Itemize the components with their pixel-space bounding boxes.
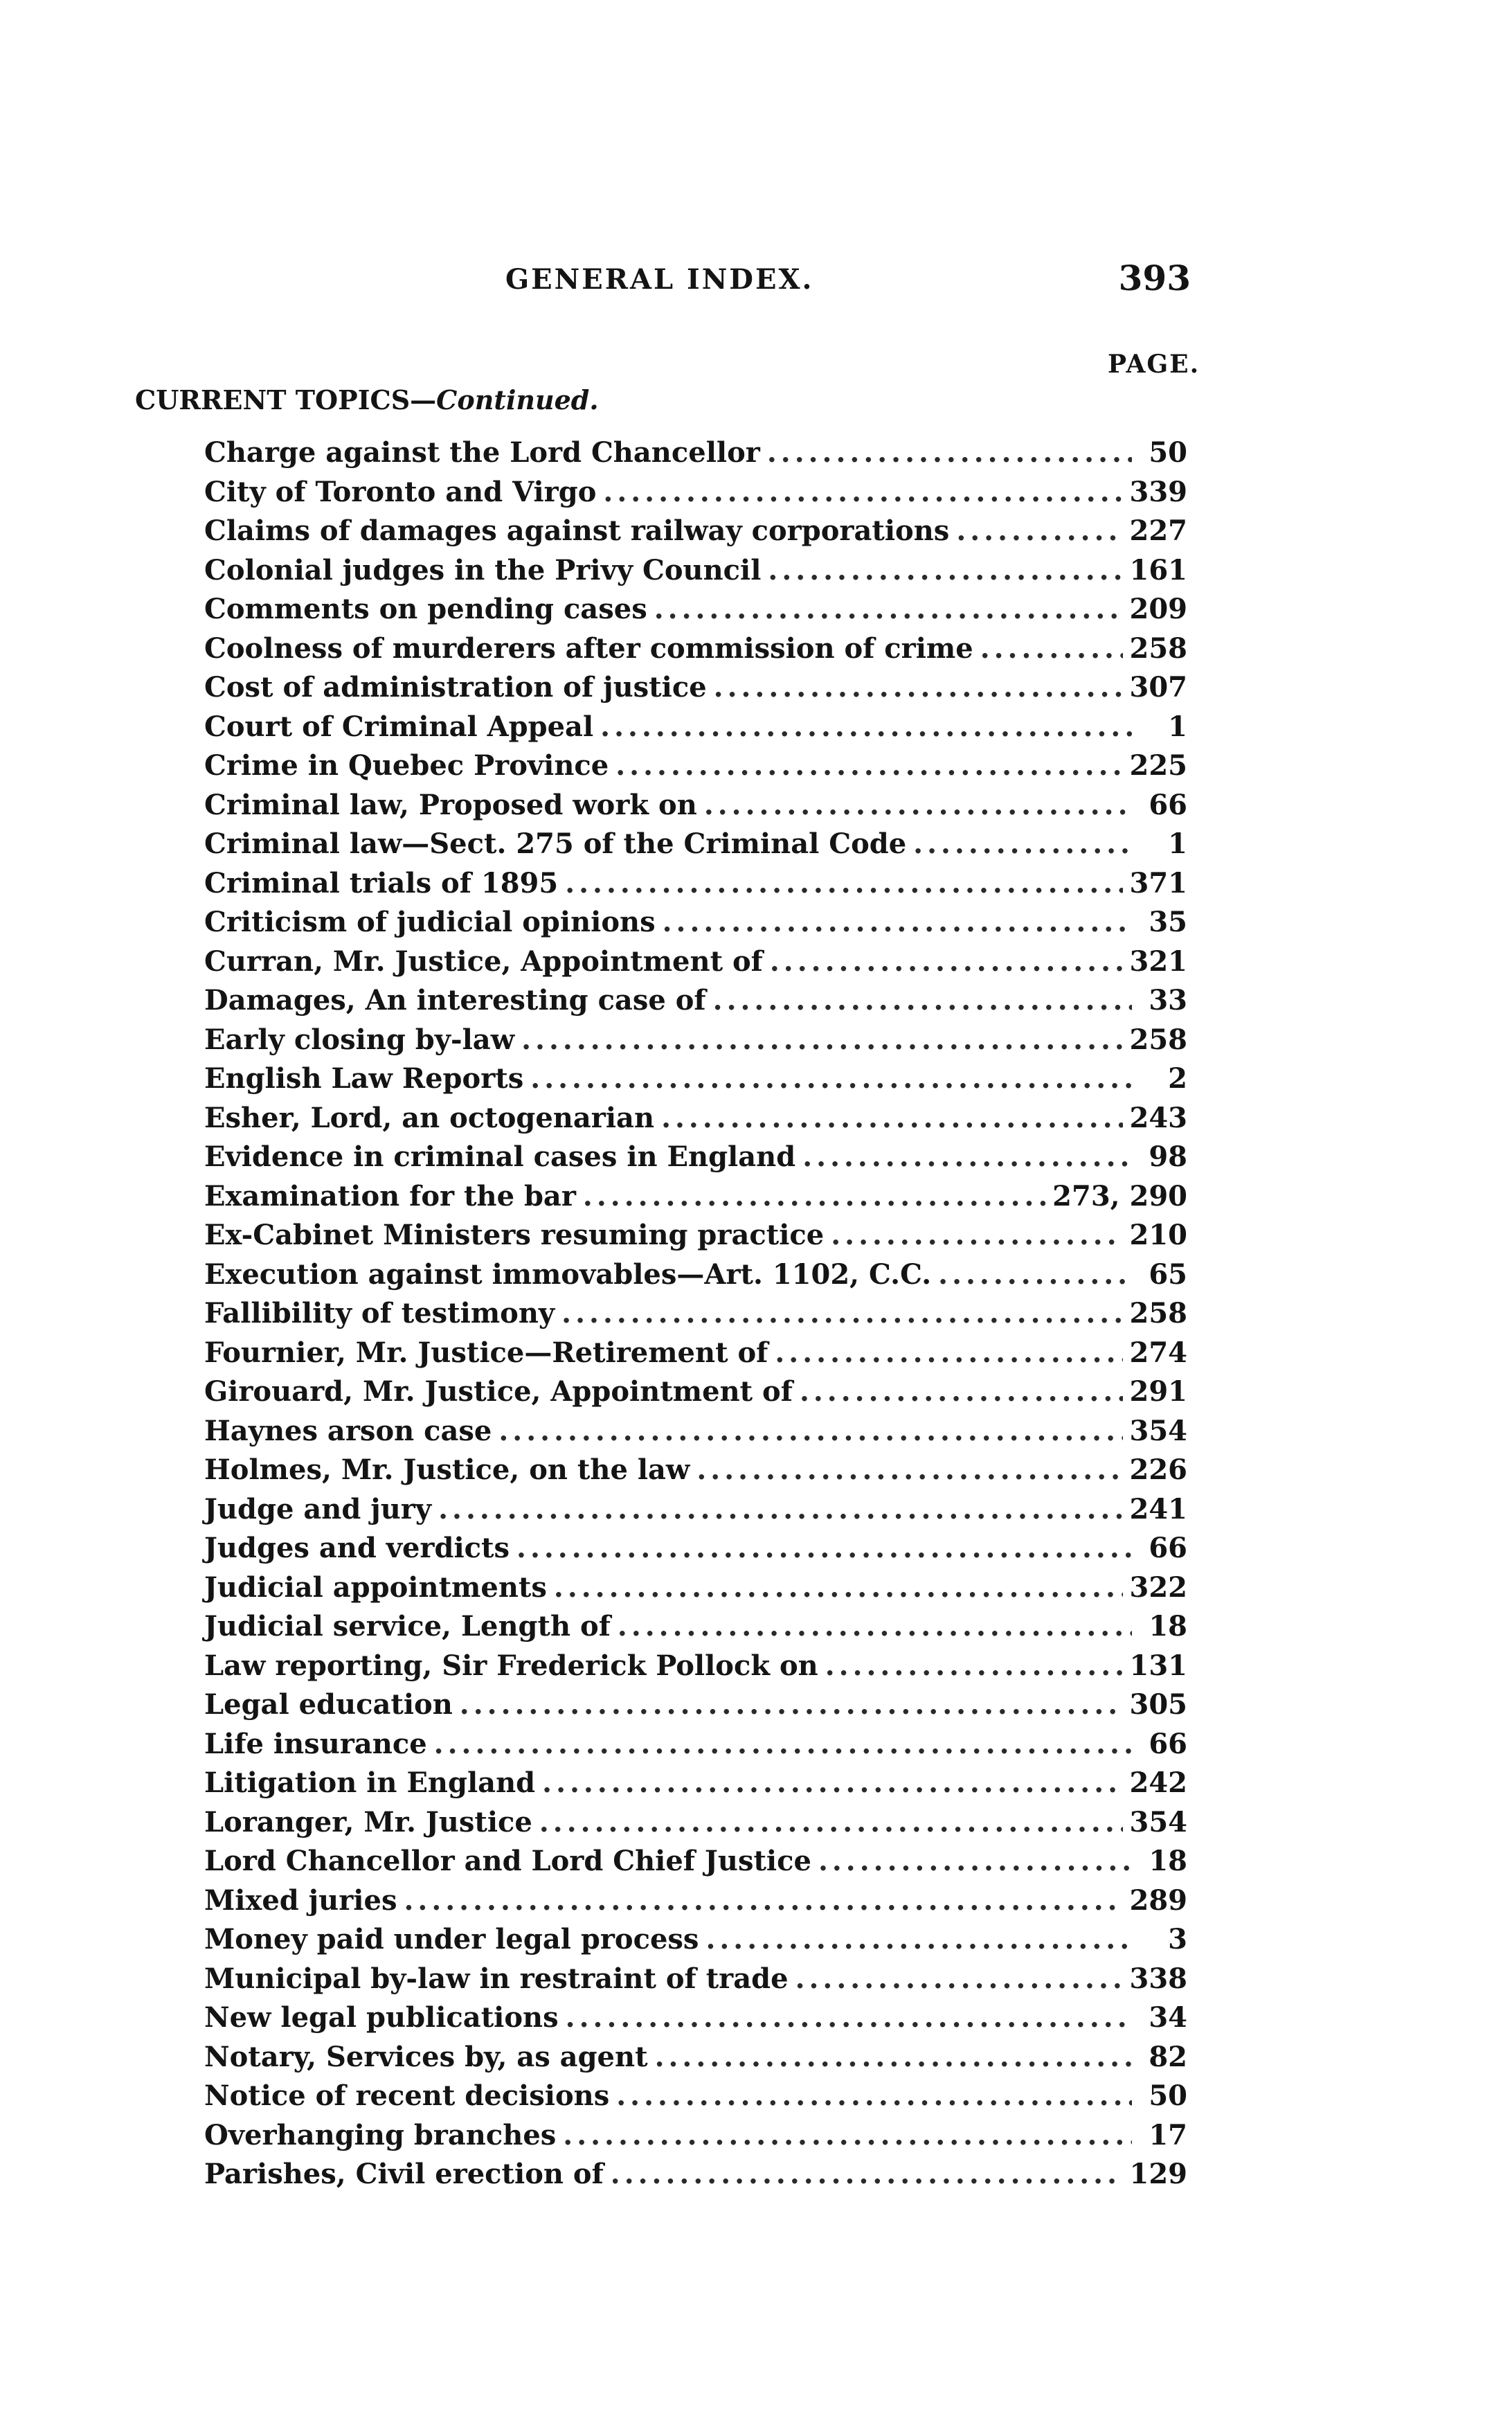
index-entry-title: Law reporting, Sir Frederick Pollock on [204,1649,818,1682]
index-entry [204,867,1187,906]
dot-leader [539,1806,1123,1838]
index-entry-page: 1 [1168,827,1187,860]
section-heading-title: CURRENT TOPICS— [135,384,437,415]
index-entry-title: Comments on pending cases [204,593,647,625]
dot-leader [603,476,1122,508]
index-entry-title: Legal education [204,1688,453,1721]
dot-leader [600,710,1132,743]
dot-leader [618,1610,1132,1643]
index-entry-page: 131 [1129,1649,1187,1682]
index-entry [204,906,1187,945]
index-entry-list [204,436,1187,2197]
running-head [505,258,1191,299]
index-entry [204,1297,1187,1336]
index-entry-page: 289 [1129,1883,1187,1917]
index-entry [204,1180,1187,1219]
index-entry [204,1884,1187,1924]
section-heading [135,384,599,415]
index-entry-title: Mixed juries [204,1883,397,1917]
index-entry-title: Judicial appointments [204,1571,547,1604]
index-entry-title: Parishes, Civil erection of [204,2158,604,2190]
index-entry-page: 34 [1149,2001,1187,2034]
dot-leader [438,1493,1122,1525]
dot-leader [831,1219,1122,1251]
index-entry-page: 3 [1168,1923,1187,1956]
index-entry-title: Judges and verdicts [204,1532,510,1564]
dot-leader [434,1728,1132,1760]
index-entry [204,2041,1187,2080]
index-entry [204,1140,1187,1180]
index-entry-title: Colonial judges in the Privy Council [204,553,762,587]
index-entry-title: Charge against the Lord Chancellor [204,436,760,469]
index-entry-title: Execution against immovables—Art. 1102, C.C. [204,1258,932,1291]
dot-leader [530,1062,1132,1095]
index-entry [204,1845,1187,1884]
index-entry-title: City of Toronto and Virgo [204,475,597,508]
dot-leader [561,1297,1122,1330]
index-entry [204,1610,1187,1649]
index-entry-page: 321 [1129,945,1187,978]
index-entry-page: 371 [1129,866,1187,900]
index-entry-page: 18 [1149,1610,1187,1643]
index-entry-page: 50 [1149,436,1187,469]
index-entry-page: 66 [1149,1532,1187,1564]
index-entry [204,1923,1187,1962]
section-heading-continued: Continued. [436,384,599,415]
dot-leader [770,945,1123,978]
index-entry-page: 243 [1129,1101,1187,1134]
index-entry-title: Life insurance [204,1727,427,1760]
dot-leader [705,1923,1132,1956]
index-entry [204,632,1187,672]
index-entry-title: Criminal law—Sect. 275 of the Criminal Code [204,827,907,860]
index-entry-title: Criticism of judicial opinions [204,906,656,938]
dot-leader [956,514,1122,547]
index-entry-page: 339 [1129,475,1187,508]
dot-leader [615,749,1122,782]
index-entry [204,1962,1187,2002]
index-entry-title: Municipal by-law in restraint of trade [204,1962,789,1995]
index-entry-title: Money paid under legal process [204,1923,699,1956]
index-entry [204,1258,1187,1298]
index-entry [204,1453,1187,1493]
dot-leader [616,2079,1132,2112]
index-entry [204,1766,1187,1806]
index-entry [204,554,1187,593]
index-entry-title: Court of Criminal Appeal [204,710,594,743]
index-entry-page: 307 [1129,671,1187,704]
index-entry [204,710,1187,750]
index-entry [204,984,1187,1023]
dot-leader [565,867,1122,900]
index-entry-title: Curran, Mr. Justice, Appointment of [204,945,763,978]
index-entry-page: 322 [1129,1571,1187,1604]
dot-leader [521,1023,1122,1056]
index-entry-page: 274 [1129,1336,1187,1369]
index-entry-title: Notary, Services by, as agent [204,2040,648,2073]
index-entry-page: 242 [1129,1766,1187,1799]
dot-leader [654,593,1123,625]
index-entry [204,749,1187,789]
index-entry [204,2001,1187,2041]
index-entry [204,1493,1187,1532]
dot-leader [663,906,1132,938]
index-entry [204,1336,1187,1376]
index-entry-title: Fournier, Mr. Justice—Retirement of [204,1336,768,1369]
dot-leader [611,2158,1123,2190]
index-entry [204,671,1187,710]
index-entry-title: Criminal trials of 1895 [204,866,559,900]
index-entry-title: Criminal law, Proposed work on [204,788,697,821]
index-entry-page: 35 [1149,906,1187,938]
index-entry-title: Esher, Lord, an octogenarian [204,1101,655,1134]
index-entry-page: 273, 290 [1052,1179,1187,1212]
index-entry-title: Judicial service, Length of [204,1610,611,1643]
index-entry-page: 210 [1129,1219,1187,1251]
dot-leader [713,984,1132,1017]
index-entry-title: Crime in Quebec Province [204,749,609,782]
index-entry-title: New legal publications [204,2001,559,2034]
index-entry [204,827,1187,867]
index-entry [204,2079,1187,2119]
index-entry-title: Claims of damages against railway corporations [204,514,950,547]
index-entry-title: Judge and jury [204,1492,432,1525]
running-title: GENERAL INDEX. [505,263,814,296]
index-entry-page: 18 [1149,1845,1187,1877]
dot-leader [696,1453,1122,1486]
dot-leader [704,789,1132,821]
index-entry-page: 209 [1129,593,1187,625]
index-entry-page: 305 [1129,1688,1187,1721]
dot-leader [404,1884,1122,1917]
dot-leader [460,1688,1123,1721]
index-entry-page: 66 [1149,1727,1187,1760]
index-entry-page: 258 [1129,1297,1187,1330]
dot-leader [583,1180,1045,1212]
dot-leader [554,1571,1123,1604]
index-entry-title: Evidence in criminal cases in England [204,1140,796,1173]
index-entry-page: 129 [1129,2158,1187,2190]
index-entry-page: 66 [1149,788,1187,821]
index-entry-page: 227 [1129,514,1187,547]
index-entry-page: 1 [1168,710,1187,743]
dot-leader [655,2041,1132,2073]
index-entry [204,2119,1187,2158]
dot-leader [795,1962,1123,1995]
index-entry [204,476,1187,515]
index-entry-title: Examination for the bar [204,1179,576,1212]
dot-leader [768,554,1122,587]
index-entry [204,593,1187,632]
index-entry [204,436,1187,476]
index-entry [204,1023,1187,1063]
dot-leader [775,1336,1122,1369]
dot-leader [825,1649,1123,1682]
dot-leader [913,827,1132,860]
index-entry-page: 17 [1149,2118,1187,2151]
index-entry-page: 354 [1129,1805,1187,1838]
index-entry [204,1806,1187,1845]
dot-leader [714,671,1123,704]
index-entry-page: 82 [1149,2040,1187,2073]
index-entry-title: Overhanging branches [204,2118,557,2151]
dot-leader [498,1415,1122,1447]
index-entry [204,789,1187,828]
index-entry [204,514,1187,554]
index-entry [204,2158,1187,2197]
index-entry-page: 2 [1168,1062,1187,1095]
index-entry [204,1688,1187,1728]
dot-leader [516,1532,1132,1564]
index-entry-page: 338 [1129,1962,1187,1995]
index-entry-title: Coolness of murderers after commission of crime [204,632,973,665]
index-entry-title: Cost of administration of justice [204,671,707,704]
index-entry-title: Haynes arson case [204,1414,492,1447]
index-entry-title: Fallibility of testimony [204,1297,555,1330]
index-entry-title: Girouard, Mr. Justice, Appointment of [204,1375,793,1408]
index-entry [204,1649,1187,1689]
index-entry [204,1415,1187,1454]
dot-leader [980,632,1123,665]
dot-leader [800,1375,1123,1408]
index-entry-title: English Law Reports [204,1062,524,1095]
dot-leader [661,1102,1122,1134]
index-entry-title: Ex-Cabinet Ministers resuming practice [204,1219,825,1251]
index-entry-page: 241 [1129,1492,1187,1525]
index-entry-title: Loranger, Mr. Justice [204,1805,532,1838]
page-column-label: PAGE. [1108,350,1200,379]
index-entry [204,1102,1187,1141]
index-entry [204,1571,1187,1611]
index-entry [204,1532,1187,1571]
index-entry-title: Litigation in England [204,1766,536,1799]
dot-leader [542,1766,1122,1799]
index-entry-page: 98 [1149,1140,1187,1173]
index-entry-page: 33 [1149,984,1187,1017]
index-entry-page: 291 [1129,1375,1187,1408]
dot-leader [563,2119,1132,2151]
index-entry-title: Holmes, Mr. Justice, on the law [204,1453,690,1486]
index-entry [204,945,1187,985]
index-entry-page: 226 [1129,1453,1187,1486]
index-entry-title: Early closing by-law [204,1023,515,1056]
index-entry-title: Notice of recent decisions [204,2079,610,2112]
index-entry [204,1219,1187,1258]
index-entry-title: Damages, An interesting case of [204,984,706,1017]
index-entry-page: 65 [1149,1258,1187,1291]
index-entry-page: 161 [1129,553,1187,587]
dot-leader [767,436,1132,469]
index-entry-page: 354 [1129,1414,1187,1447]
dot-leader [818,1845,1132,1877]
index-entry-page: 50 [1149,2079,1187,2112]
index-entry-title: Lord Chancellor and Lord Chief Justice [204,1845,811,1877]
index-entry [204,1375,1187,1415]
index-entry-page: 225 [1129,749,1187,782]
dot-leader [938,1258,1132,1291]
index-entry [204,1728,1187,1767]
index-entry [204,1062,1187,1102]
index-entry-page: 258 [1129,632,1187,665]
dot-leader [566,2001,1132,2034]
page-number: 393 [1118,258,1191,298]
index-entry-page: 258 [1129,1023,1187,1056]
dot-leader [802,1140,1132,1173]
